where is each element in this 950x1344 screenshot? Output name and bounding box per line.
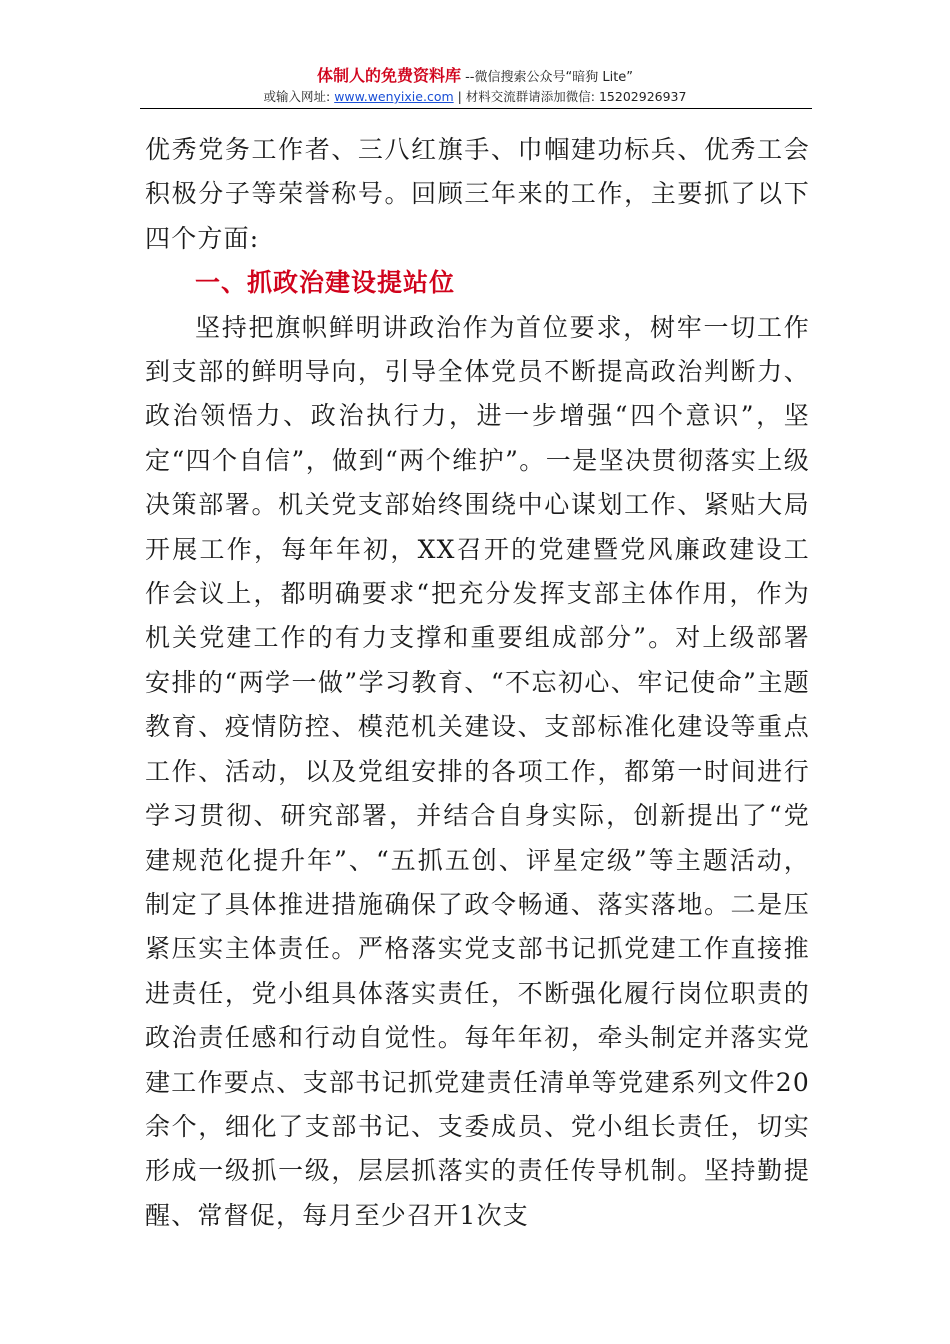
header-subtitle: --微信搜索公众号“暗狗 Lite” — [460, 70, 634, 85]
header-url-prefix: 或输入网址: — [263, 89, 335, 104]
header-website-link[interactable]: www.wenyixie.com — [334, 89, 454, 104]
header-divider — [140, 108, 812, 109]
header-brand: 体制人的免费资料库 — [316, 66, 461, 85]
header-banner — [140, 66, 810, 88]
body-paragraph: 坚持把旗帜鲜明讲政治作为首位要求，树牢一切工作到支部的鲜明导向，引导全体党员不断提高政治判断力、政治领悟力、政治执行力，进一步增强“四个意识”，坚定“四个自信”，做到“两个维护”。一是坚决贯彻落实上级决策部署。机关党支部始终围绕中心谋划工作、紧贴大局开展工作，每年年初，XX召开的党建暨党风廉政建设工作会议上，都明确要求“把充分发挥支部主体作用，作为机关党建工作的有力支撑和重要组成部分”。对上级部署安排的“两学一做”学习教育、“不忘初心、牢记使命”主题教育、疫情防控、模范机关建设、支部标准化建设等重点工作、活动，以及党组安排的各项工作，都第一时间进行学习贯彻、研究部署，并结合自身实际，创新提出了“党建规范化提升年”、“五抓五创、评星定级”等主题活动，制定了具体推进措施确保了政令畅通、落实落地。二是压紧压实主体责任。严格落实党支部书记抓党建工作直接推进责任，党小组具体落实责任，不断强化履行岗位职责的政治责任感和行动自觉性。每年年初，牵头制定并落实党建工作要点、支部书记抓党建责任清单等党建系列文件20余个，细化了支部书记、支委成员、党小组长责任，切实形成一级抓一级，层层抓落实的责任传导机制。坚持勤提醒、常督促，每月至少召开1次支 — [145, 312, 810, 1230]
header-contact-line — [140, 88, 810, 106]
document-body — [145, 128, 810, 1238]
section-heading: 一、抓政治建设提站位 — [195, 268, 456, 298]
intro-paragraph: 优秀党务工作者、三八红旗手、巾帼建功标兵、优秀工会积极分子等荣誉称号。回顾三年来的工作，主要抓了以下四个方面: — [145, 135, 810, 253]
header-contact: | 材料交流群请添加微信: 15202926937 — [453, 89, 687, 104]
page-header — [140, 66, 810, 106]
